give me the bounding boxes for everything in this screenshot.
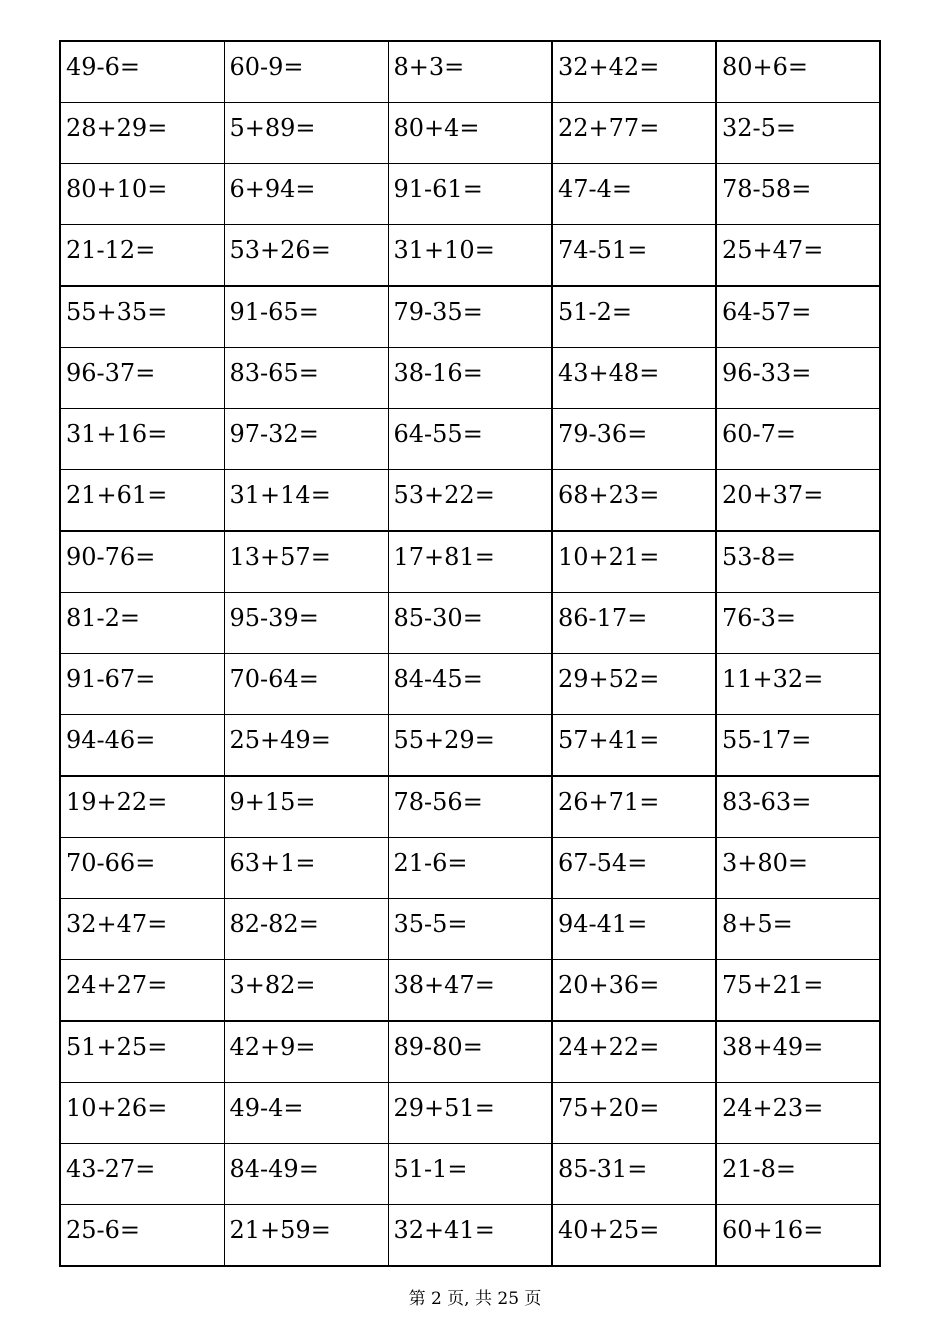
problem-cell: 64-57= [716,286,880,348]
worksheet-row [60,225,880,287]
problem-cell: 81-2= [60,593,224,654]
worksheet-row [60,164,880,225]
worksheet-row [60,41,880,103]
problem-cell: 94-46= [60,715,224,777]
problem-cell: 42+9= [224,1021,388,1083]
problem-cell: 53+22= [388,470,552,532]
problem-cell: 40+25= [552,1205,716,1267]
problem-cell: 60-7= [716,409,880,470]
worksheet-row [60,1205,880,1267]
problem-cell: 8+5= [716,899,880,960]
worksheet-row [60,654,880,715]
problem-cell: 91-67= [60,654,224,715]
problem-cell: 78-58= [716,164,880,225]
worksheet-row [60,776,880,838]
problem-cell: 70-64= [224,654,388,715]
problem-cell: 3+82= [224,960,388,1022]
problem-cell: 38-16= [388,348,552,409]
problem-cell: 10+21= [552,531,716,593]
problem-cell: 21-8= [716,1144,880,1205]
problem-cell: 84-45= [388,654,552,715]
problem-cell: 8+3= [388,41,552,103]
problem-cell: 21+61= [60,470,224,532]
problem-cell: 57+41= [552,715,716,777]
problem-cell: 49-6= [60,41,224,103]
worksheet-row [60,593,880,654]
problem-cell: 38+47= [388,960,552,1022]
problem-cell: 32+42= [552,41,716,103]
problem-cell: 10+26= [60,1083,224,1144]
problem-cell: 9+15= [224,776,388,838]
problem-cell: 25+47= [716,225,880,287]
problem-cell: 80+4= [388,103,552,164]
problem-cell: 25+49= [224,715,388,777]
worksheet-row [60,531,880,593]
problem-cell: 24+27= [60,960,224,1022]
problem-cell: 76-3= [716,593,880,654]
problem-cell: 86-17= [552,593,716,654]
problem-cell: 47-4= [552,164,716,225]
problem-cell: 51+25= [60,1021,224,1083]
problem-cell: 79-36= [552,409,716,470]
page-footer: 第 2 页, 共 25 页 [408,1289,542,1309]
worksheet-row [60,470,880,532]
problem-cell: 51-2= [552,286,716,348]
worksheet-row [60,899,880,960]
problem-cell: 6+94= [224,164,388,225]
problem-cell: 24+22= [552,1021,716,1083]
problem-cell: 83-65= [224,348,388,409]
problem-cell: 20+37= [716,470,880,532]
problem-cell: 53+26= [224,225,388,287]
problem-cell: 55-17= [716,715,880,777]
problem-cell: 29+52= [552,654,716,715]
problem-cell: 3+80= [716,838,880,899]
problem-cell: 89-80= [388,1021,552,1083]
problem-cell: 68+23= [552,470,716,532]
problem-cell: 82-82= [224,899,388,960]
problem-cell: 38+49= [716,1021,880,1083]
problem-cell: 35-5= [388,899,552,960]
problem-cell: 32+47= [60,899,224,960]
problem-cell: 28+29= [60,103,224,164]
problem-cell: 64-55= [388,409,552,470]
worksheet-row [60,960,880,1022]
problem-cell: 22+77= [552,103,716,164]
problem-cell: 24+23= [716,1083,880,1144]
problem-cell: 31+10= [388,225,552,287]
problem-cell: 78-56= [388,776,552,838]
problem-cell: 11+32= [716,654,880,715]
problem-cell: 96-37= [60,348,224,409]
problem-cell: 97-32= [224,409,388,470]
problem-cell: 51-1= [388,1144,552,1205]
problem-cell: 79-35= [388,286,552,348]
worksheet-row [60,715,880,777]
problem-cell: 26+71= [552,776,716,838]
worksheet-row [60,1083,880,1144]
problem-cell: 43+48= [552,348,716,409]
problem-cell: 91-65= [224,286,388,348]
problem-cell: 21+59= [224,1205,388,1267]
problem-cell: 20+36= [552,960,716,1022]
problem-cell: 85-30= [388,593,552,654]
problem-cell: 53-8= [716,531,880,593]
problem-cell: 85-31= [552,1144,716,1205]
problem-cell: 5+89= [224,103,388,164]
problem-cell: 63+1= [224,838,388,899]
problem-cell: 83-63= [716,776,880,838]
problem-cell: 19+22= [60,776,224,838]
problem-cell: 25-6= [60,1205,224,1267]
problem-cell: 91-61= [388,164,552,225]
problem-cell: 90-76= [60,531,224,593]
problem-cell: 80+10= [60,164,224,225]
worksheet-row [60,348,880,409]
problem-cell: 70-66= [60,838,224,899]
problem-cell: 43-27= [60,1144,224,1205]
problem-cell: 75+20= [552,1083,716,1144]
problem-cell: 60+16= [716,1205,880,1267]
problem-cell: 67-54= [552,838,716,899]
problem-cell: 21-12= [60,225,224,287]
problem-cell: 95-39= [224,593,388,654]
problem-cell: 80+6= [716,41,880,103]
worksheet-row [60,1144,880,1205]
problem-cell: 49-4= [224,1083,388,1144]
problem-cell: 21-6= [388,838,552,899]
problem-cell: 32-5= [716,103,880,164]
worksheet-row [60,1021,880,1083]
worksheet-body [60,41,880,1266]
problem-cell: 13+57= [224,531,388,593]
problem-cell: 32+41= [388,1205,552,1267]
problem-cell: 31+16= [60,409,224,470]
problem-cell: 74-51= [552,225,716,287]
problem-cell: 94-41= [552,899,716,960]
arithmetic-worksheet-table [59,40,881,1267]
problem-cell: 55+29= [388,715,552,777]
problem-cell: 75+21= [716,960,880,1022]
problem-cell: 84-49= [224,1144,388,1205]
worksheet-row [60,286,880,348]
worksheet-row [60,409,880,470]
problem-cell: 96-33= [716,348,880,409]
problem-cell: 29+51= [388,1083,552,1144]
problem-cell: 60-9= [224,41,388,103]
problem-cell: 31+14= [224,470,388,532]
problem-cell: 17+81= [388,531,552,593]
worksheet-row [60,838,880,899]
worksheet-row [60,103,880,164]
problem-cell: 55+35= [60,286,224,348]
